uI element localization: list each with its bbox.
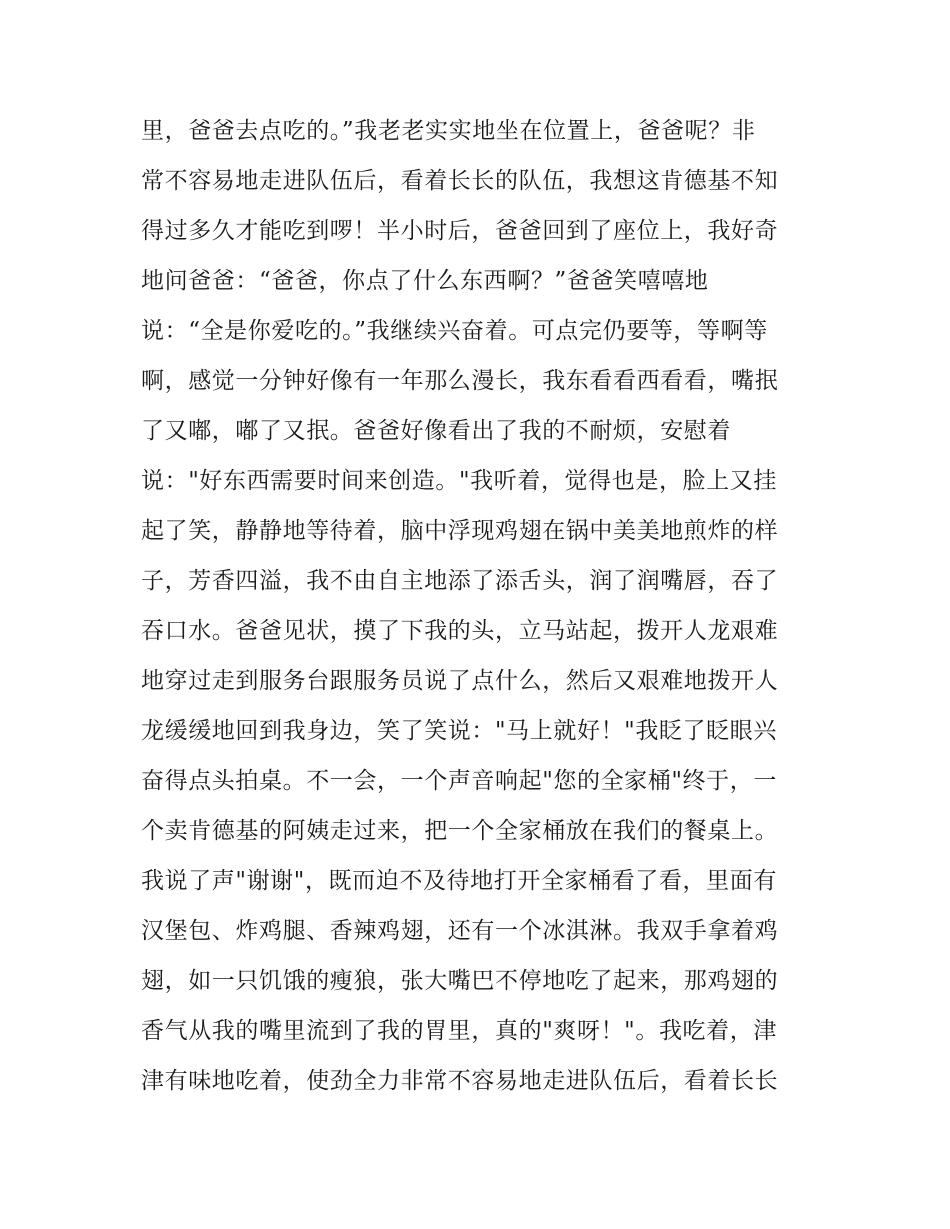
body-paragraph <box>141 106 821 1106</box>
text-line: 说：“全是你爱吃的。”我继续兴奋着。可点完仍要等，等啊等 <box>141 318 768 344</box>
text-line: 个卖肯德基的阿姨走过来，把一个全家桶放在我们的餐桌上。 <box>141 818 779 844</box>
text-line: 常不容易地走进队伍后，看着长长的队伍，我想这肯德基不知 <box>141 168 779 194</box>
text-line: 里，爸爸去点吃的。”我老老实实地坐在位置上，爸爸呢？非 <box>141 118 756 144</box>
text-line: 啊，感觉一分钟好像有一年那么漫长，我东看看西看看，嘴抿 <box>141 368 779 394</box>
text-line: 翅，如一只饥饿的瘦狼，张大嘴巴不停地吃了起来，那鸡翅的 <box>141 968 779 994</box>
text-line: 汉堡包、炸鸡腿、香辣鸡翅，还有一个冰淇淋。我双手拿着鸡 <box>141 918 779 944</box>
text-line: 香气从我的嘴里流到了我的胃里，真的"爽呀！"。我吃着，津 <box>141 1018 777 1044</box>
text-line: 吞口水。爸爸见状，摸了下我的头，立马站起，拨开人龙艰难 <box>141 618 779 644</box>
text-line: 津有味地吃着，使劲全力非常不容易地走进队伍后，看着长长 <box>141 1068 779 1094</box>
text-line: 起了笑，静静地等待着，脑中浮现鸡翅在锅中美美地煎炸的样 <box>141 518 779 544</box>
text-line: 奋得点头拍桌。不一会，一个声音响起"您的全家桶"终于，一 <box>141 768 777 794</box>
text-line: 龙缓缓地回到我身边，笑了笑说："马上就好！"我眨了眨眼兴 <box>141 718 777 744</box>
text-line: 子，芳香四溢，我不由自主地添了添舌头，润了润嘴唇，吞了 <box>141 568 779 594</box>
text-line: 说："好东西需要时间来创造。"我听着，觉得也是，脸上又挂 <box>141 468 777 494</box>
text-line: 地穿过走到服务台跟服务员说了点什么，然后又艰难地拨开人 <box>141 668 779 694</box>
text-line: 地问爸爸：“爸爸，你点了什么东西啊？”爸爸笑嘻嘻地 <box>141 268 709 294</box>
text-line: 了又嘟，嘟了又抿。爸爸好像看出了我的不耐烦，安慰着 <box>141 418 731 444</box>
text-line: 我说了声"谢谢"，既而迫不及待地打开全家桶看了看，里面有 <box>141 868 777 894</box>
text-line: 得过多久才能吃到啰！半小时后，爸爸回到了座位上，我好奇 <box>141 218 779 244</box>
